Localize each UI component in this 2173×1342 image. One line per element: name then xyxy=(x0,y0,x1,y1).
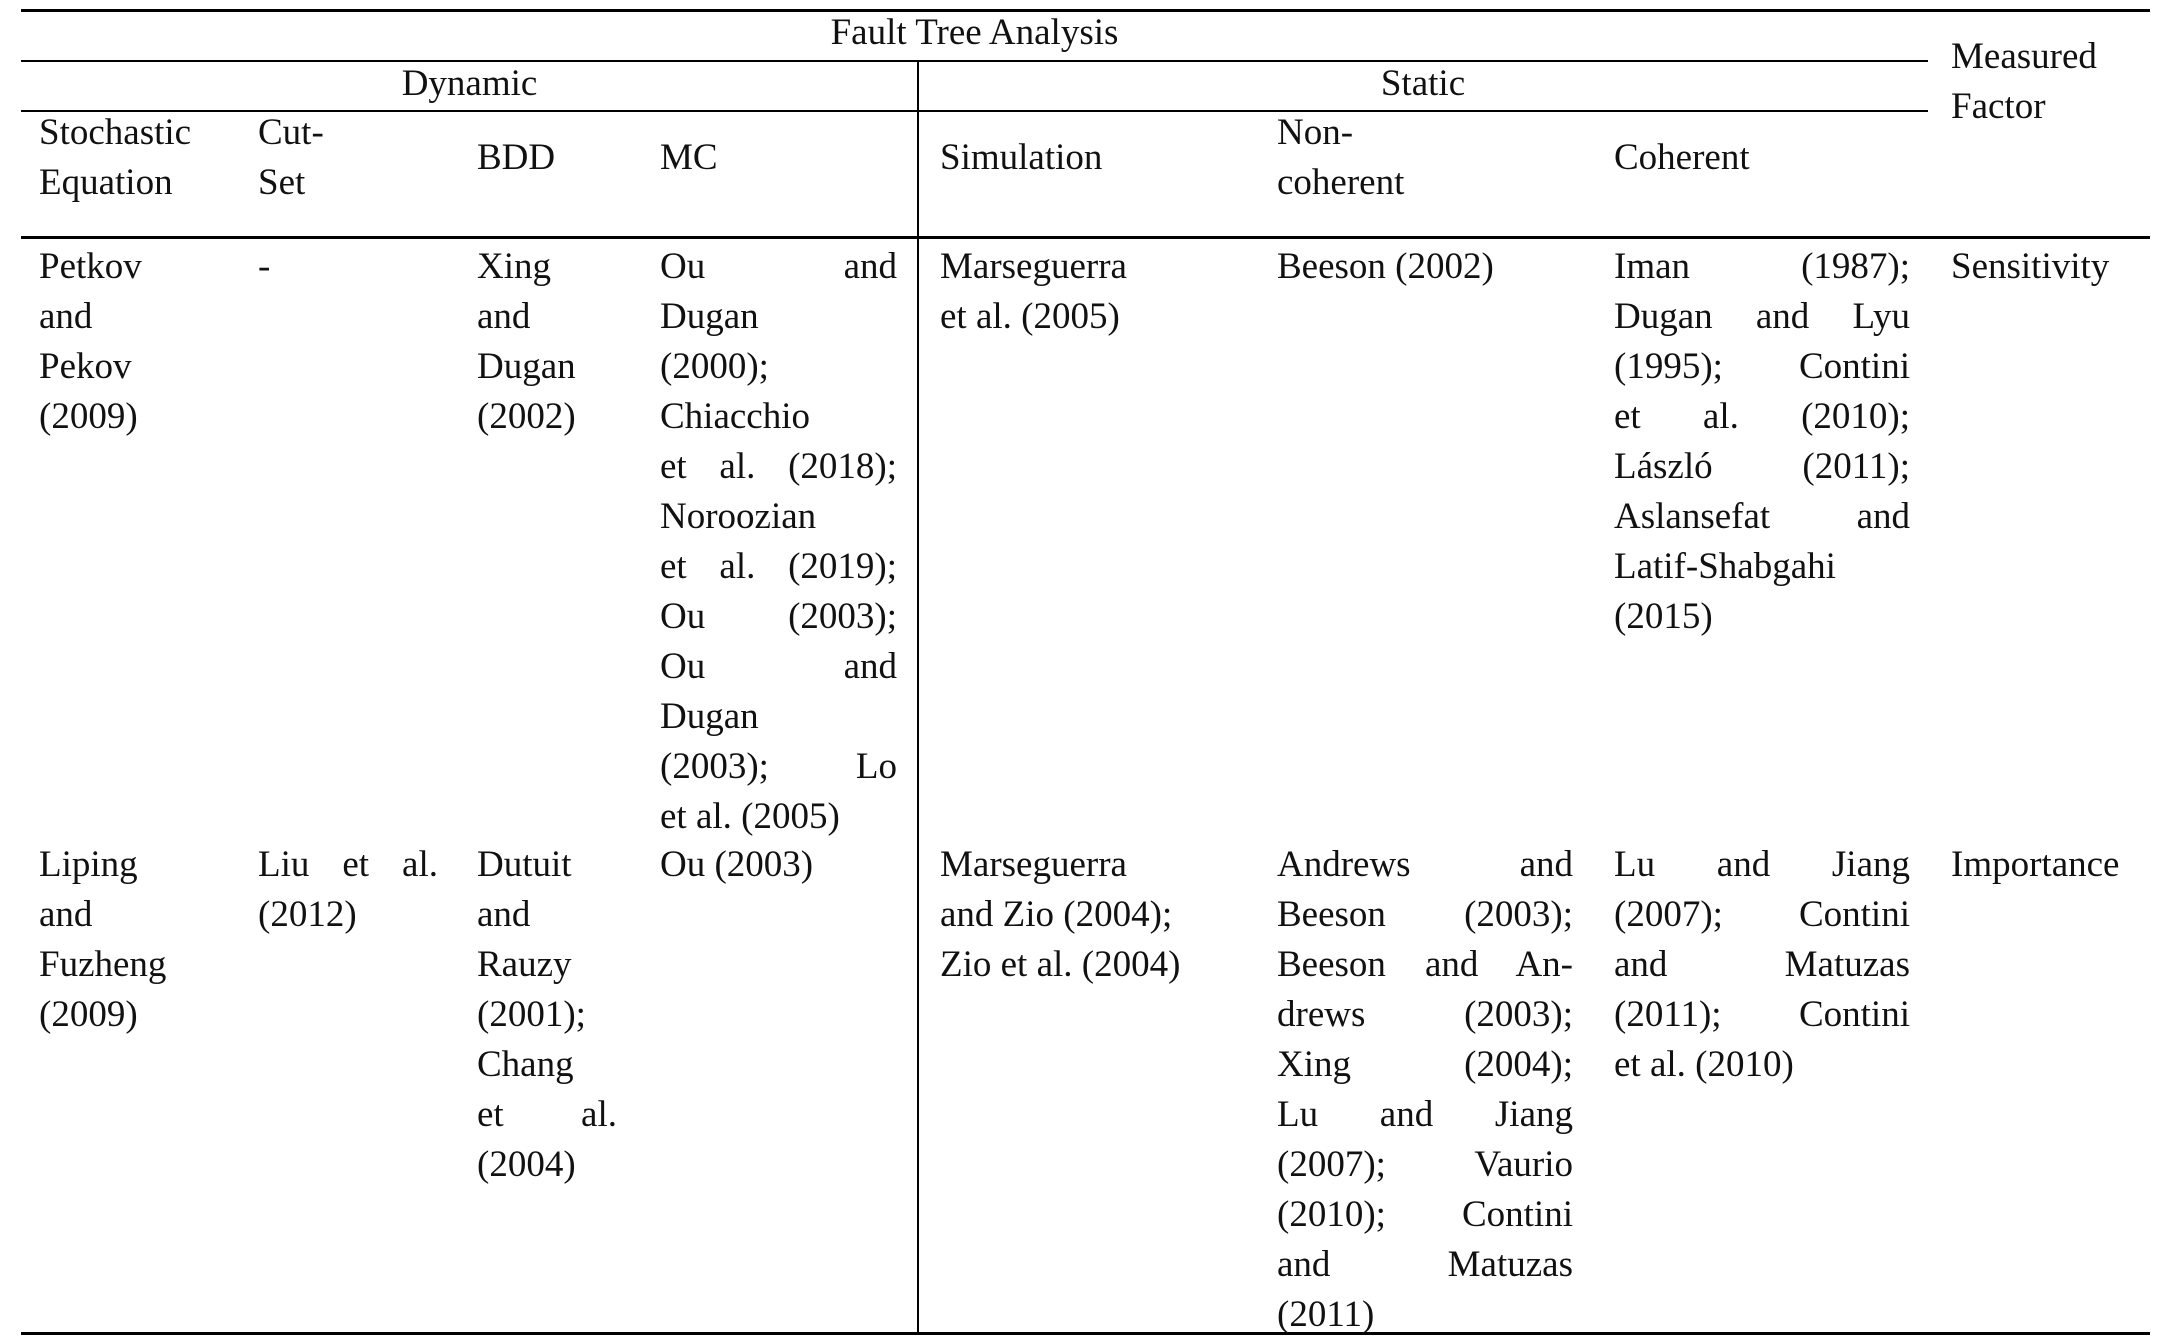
cell-line: et al. (2018); xyxy=(660,446,897,487)
cell-line: Andrews and xyxy=(1277,844,1573,885)
bottom-rule xyxy=(21,1332,2150,1335)
col-header-mc xyxy=(660,133,897,183)
cell-line: Pekov xyxy=(39,346,132,387)
cell-line: et al. (2005) xyxy=(940,296,1120,337)
cell-line: Dugan xyxy=(477,346,576,387)
cell-line: Xing (2004); xyxy=(1277,1044,1573,1085)
cell-line: Sensitivity xyxy=(1951,246,2110,287)
cell-line: and Matuzas xyxy=(1614,944,1910,985)
cell-line: Liping xyxy=(39,844,138,885)
header-line: Simulation xyxy=(940,137,1103,178)
cell-non-coherent xyxy=(1277,840,1573,1340)
cell-line: Importance xyxy=(1951,844,2120,885)
col-header-stochastic-equation xyxy=(39,108,244,208)
cell-line: Ou and xyxy=(660,246,897,287)
cell-line: Xing xyxy=(477,246,551,287)
cell-bdd xyxy=(477,242,622,442)
cell-line: Dutuit xyxy=(477,844,572,885)
cell-line: Ou (2003); xyxy=(660,596,897,637)
col-header-cut-set xyxy=(258,108,448,208)
cell-coherent xyxy=(1614,242,1910,642)
cell-line: Liu et al. xyxy=(258,844,438,885)
dynamic-static-divider xyxy=(917,62,919,1334)
cell-line: (2004) xyxy=(477,1144,576,1185)
cell-line: and xyxy=(39,894,93,935)
cell-bdd xyxy=(477,840,617,1190)
header-line: Factor xyxy=(1951,86,2046,127)
cell-line: Marseguerra xyxy=(940,246,1127,287)
cell-line: Ou and xyxy=(660,646,897,687)
cell-line: et al. xyxy=(477,1094,617,1135)
cell-measured-factor xyxy=(1951,840,2161,890)
cell-line: (2000); xyxy=(660,346,769,387)
cell-cut-set xyxy=(258,242,448,292)
cell-line: and Zio (2004); xyxy=(940,894,1173,935)
cell-line: and xyxy=(477,296,531,337)
cell-line: Dugan xyxy=(660,696,759,737)
cell-line: (2001); xyxy=(477,994,586,1035)
cell-line: et al. (2005) xyxy=(660,796,840,837)
cell-line: (2009) xyxy=(39,396,138,437)
cell-line: Iman (1987); xyxy=(1614,246,1910,287)
cell-mc xyxy=(660,242,897,842)
cell-line: Lu and Jiang xyxy=(1614,844,1910,885)
cell-simulation xyxy=(940,242,1240,342)
cell-line: (1995); Contini xyxy=(1614,346,1910,387)
cell-line: Dugan xyxy=(660,296,759,337)
cell-line: et al. (2019); xyxy=(660,546,897,587)
cell-line: et al. (2010) xyxy=(1614,1044,1794,1085)
cell-line: - xyxy=(258,246,271,287)
cell-line: (2015) xyxy=(1614,596,1713,637)
header-bottom-rule xyxy=(21,236,2150,239)
header-line: Stochastic xyxy=(39,112,192,153)
col-header-non-coherent xyxy=(1277,108,1573,208)
cell-line: drews (2003); xyxy=(1277,994,1573,1035)
cell-line: Ou (2003) xyxy=(660,844,814,885)
cell-line: Chiacchio xyxy=(660,396,811,437)
cell-line: (2007); Vaurio xyxy=(1277,1144,1573,1185)
cell-line: Marseguerra xyxy=(940,844,1127,885)
header-line: Equation xyxy=(39,162,173,203)
cell-line: (2007); Contini xyxy=(1614,894,1910,935)
measured-factor-header xyxy=(1951,32,2151,132)
cell-line: (2002) xyxy=(477,396,576,437)
cell-non-coherent xyxy=(1277,242,1573,292)
cell-line: Beeson (2002) xyxy=(1277,246,1494,287)
cell-line: (2009) xyxy=(39,994,138,1035)
header-line: MC xyxy=(660,137,718,178)
col-header-bdd xyxy=(477,133,622,183)
cell-line: (2003); Lo xyxy=(660,746,897,787)
cell-simulation xyxy=(940,840,1240,990)
cell-line: and xyxy=(477,894,531,935)
cell-measured-factor xyxy=(1951,242,2161,292)
col-header-coherent xyxy=(1614,133,1910,183)
cell-coherent xyxy=(1614,840,1910,1090)
static-group-header: Static xyxy=(1380,63,1466,104)
cell-line: Beeson (2003); xyxy=(1277,894,1573,935)
cell-line: Chang xyxy=(477,1044,574,1085)
fault-tree-analysis-header: Fault Tree Analysis xyxy=(830,12,1119,53)
col-header-simulation xyxy=(940,133,1240,183)
cell-stochastic-equation xyxy=(39,242,179,442)
header-line: Coherent xyxy=(1614,137,1750,178)
header-line: Set xyxy=(258,162,306,203)
cell-line: Beeson and An- xyxy=(1277,944,1573,985)
cell-line: Petkov xyxy=(39,246,142,287)
cell-line: Noroozian xyxy=(660,496,817,537)
cell-line: Aslansefat and xyxy=(1614,496,1910,537)
header-line: Measured xyxy=(1951,36,2097,77)
cell-line: et al. (2010); xyxy=(1614,396,1910,437)
cell-line: Zio et al. (2004) xyxy=(940,944,1181,985)
cell-cut-set xyxy=(258,840,438,940)
cell-line: and xyxy=(39,296,93,337)
cell-mc xyxy=(660,840,897,890)
cell-line: Fuzheng xyxy=(39,944,167,985)
cell-line: (2011) xyxy=(1277,1294,1375,1335)
cell-line: Lu and Jiang xyxy=(1277,1094,1573,1135)
cell-line: Rauzy xyxy=(477,944,572,985)
header-line: Non- xyxy=(1277,112,1354,153)
header-line: BDD xyxy=(477,137,556,178)
cell-line: (2012) xyxy=(258,894,357,935)
cell-line: Latif-Shabgahi xyxy=(1614,546,1836,587)
dynamic-group-header: Dynamic xyxy=(401,63,538,104)
header-line: coherent xyxy=(1277,162,1405,203)
header-line: Cut- xyxy=(258,112,324,153)
cell-line: and Matuzas xyxy=(1277,1244,1573,1285)
cell-line: Dugan and Lyu xyxy=(1614,296,1910,337)
cell-line: (2010); Contini xyxy=(1277,1194,1573,1235)
cell-line: (2011); Contini xyxy=(1614,994,1910,1035)
cell-line: László (2011); xyxy=(1614,446,1910,487)
cell-stochastic-equation xyxy=(39,840,179,1040)
